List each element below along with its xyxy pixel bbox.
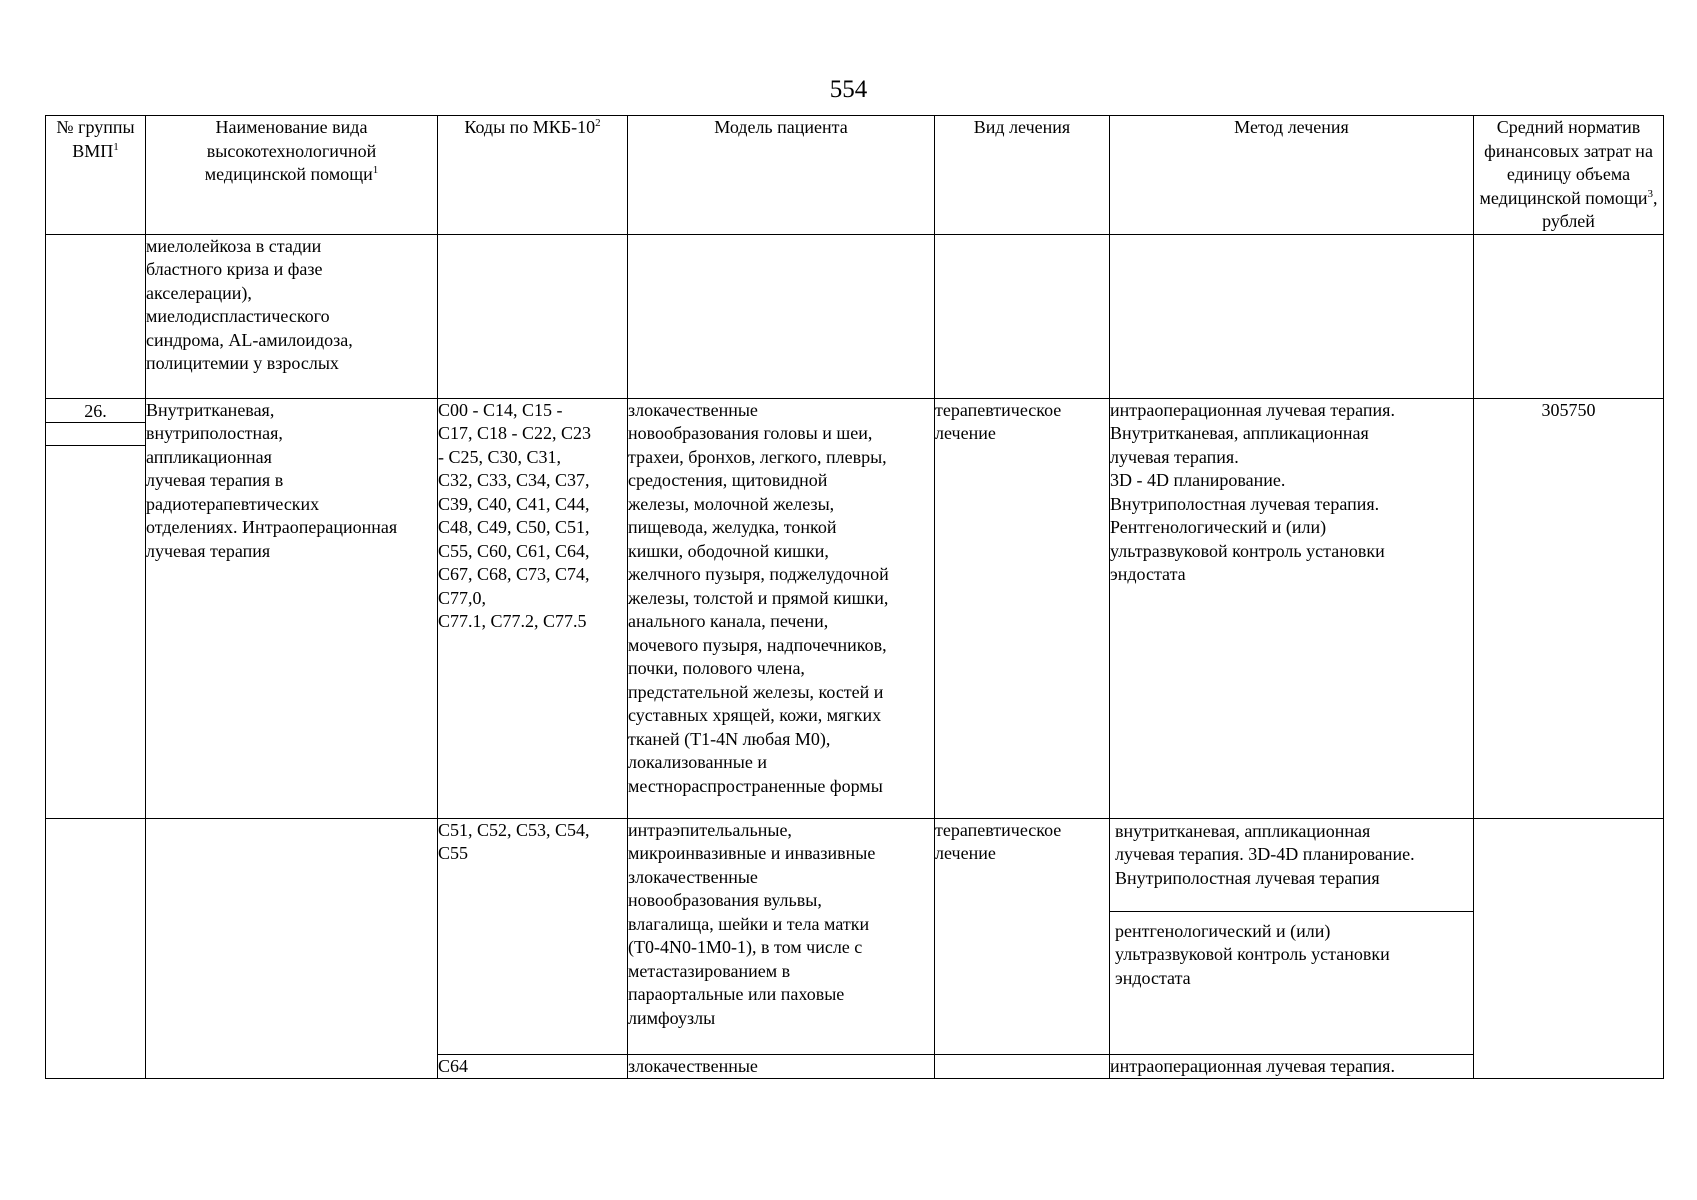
- header-model: [628, 116, 935, 235]
- row-26-name: Внутритканевая, внутриполостная, аппликационная лучевая терапия в радиотерапевтических отделениях. Интраоперационная лучевая терапия: [146, 399, 398, 561]
- header-name-label: Наименование вида высокотехнологичной медицинской помощи: [204, 117, 377, 184]
- group-number: 26.: [46, 400, 145, 423]
- header-group: [46, 116, 146, 235]
- page-number: 554: [829, 76, 868, 103]
- row-26-codes: C00 - C14, C15 - C17, C18 - C22, C23 - C25, C30, C31, C32, C33, C34, C37, C39, C40, C41, C44, C48, C49, C50, C51, C55, C60, C61, C64, C67, C68, C73, C74, C77,0, C77.1, C77.2, C77.5: [438, 399, 592, 631]
- header-cost-label: Средний норматив финансовых затрат на единицу объема медицинской помощи: [1479, 117, 1653, 208]
- continuation-name: миелолейкоза в стадии бластного криза и фазе акселерации), миелодиспластического синдрома, AL-амилоидоза, полицитемии у взрослых: [146, 235, 353, 373]
- gyn-codes: C51, C52, C53, C54, C55: [438, 819, 590, 863]
- header-codes-label: Коды по МКБ-10: [464, 117, 596, 137]
- gyn-method-b: рентгенологический и (или) ультразвуковой контроль установки эндостата: [1115, 920, 1390, 988]
- header-name-footnote: 1: [372, 164, 379, 176]
- header-codes: [438, 116, 628, 235]
- header-group-label: № группы ВМП: [56, 117, 135, 161]
- row-26-treatment-type: терапевтическое лечение: [935, 399, 1062, 443]
- table-row: [46, 234, 1664, 398]
- row-26-method: интраоперационная лучевая терапия. Внутритканевая, аппликационная лучевая терапия. 3D - 4D планирование. Внутриполостная лучевая терапия. Рентгенологический и (или) ультразвуковой контроль установки эндостата: [1110, 399, 1395, 584]
- table-row: [46, 818, 1664, 1054]
- header-model-label: Модель пациента: [714, 117, 848, 137]
- group-cell: [46, 398, 146, 818]
- group-sub-line: [46, 423, 145, 446]
- header-codes-footnote: 2: [595, 117, 601, 129]
- header-name: [146, 116, 438, 235]
- vmp-table: [45, 115, 1664, 1079]
- gyn-treatment-type: терапевтическое лечение: [935, 819, 1062, 863]
- table-row: [46, 398, 1664, 818]
- gyn-method-a: внутритканевая, аппликационная лучевая терапия. 3D-4D планирование. Внутриполостная лучевая терапия: [1110, 819, 1473, 912]
- table-header-row: [46, 116, 1664, 235]
- header-method-label: Метод лечения: [1234, 117, 1349, 137]
- c64-codes: C64: [438, 1055, 469, 1076]
- gyn-model: интраэпительальные, микроинвазивные и инвазивные злокачественные новообразования вульвы, влагалища, шейки и тела матки (T0-4N0-1M0-1), в том числе с метастазированием в параортальные или паховые лимфоузлы: [628, 819, 876, 1028]
- header-cost: [1474, 116, 1664, 235]
- row-26-model: злокачественные новообразования головы и шеи, трахеи, бронхов, легкого, плевры, средостения, щитовидной железы, молочной железы, пищевода, желудка, тонкой кишки, ободочной кишки, желчного пузыря, поджелудочной железы, толстой и прямой кишки, анального канала, печени, мочевого пузыря, надпочечников, почки, полового члена, предстательной железы, костей и суставных хрящей, кожи, мягких тканей (T1-4N любая M0), локализованные и местнораспространенные формы: [628, 399, 889, 796]
- header-treatment-type-label: Вид лечения: [973, 117, 1071, 137]
- c64-model: злокачественные: [628, 1055, 758, 1076]
- header-group-footnote: 1: [113, 140, 119, 153]
- header-cost-unit: , рублей: [1542, 187, 1658, 231]
- row-26-cost: 305750: [1541, 399, 1596, 420]
- c64-method: интраоперационная лучевая терапия.: [1110, 1055, 1395, 1076]
- header-method: [1110, 116, 1474, 235]
- header-treatment-type: [935, 116, 1110, 235]
- header-cost-footnote: 3: [1647, 187, 1653, 200]
